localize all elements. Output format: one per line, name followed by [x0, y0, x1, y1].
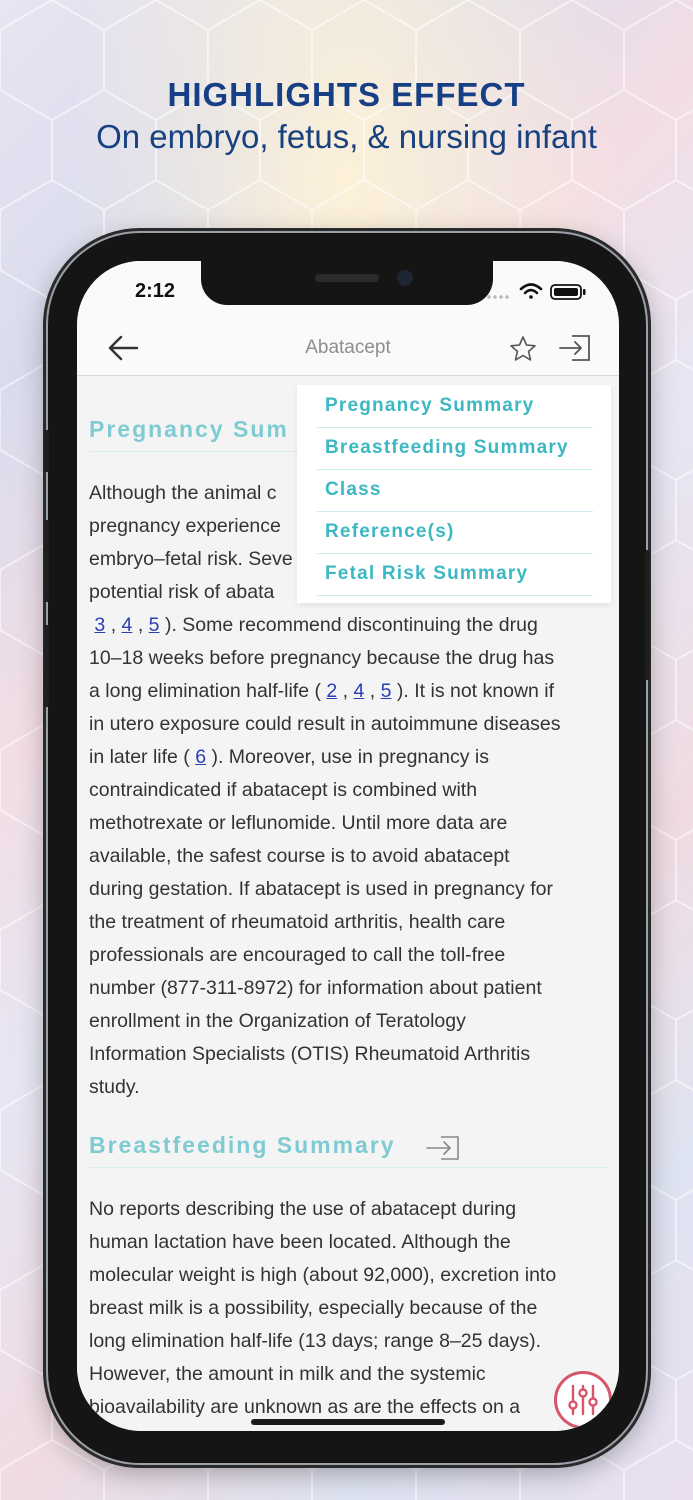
home-indicator: [251, 1419, 445, 1425]
menu-item-references[interactable]: [317, 511, 593, 554]
text-line: long elimination half-life (13 days; range 8–25 days).: [89, 1330, 542, 1352]
arrow-into-box-icon[interactable]: [425, 1134, 461, 1162]
text-line: bioavailability are unknown as are the effects on a: [89, 1396, 521, 1418]
sliders-icon: [557, 1374, 609, 1426]
text-line: available, the safest course is to avoid abatacept: [89, 845, 510, 867]
front-camera: [397, 270, 413, 286]
navigation-bar: [77, 321, 619, 376]
battery-icon: [551, 285, 586, 299]
text-line: contraindicated if abatacept is combined with: [89, 779, 478, 801]
filter-fab-button[interactable]: [554, 1371, 612, 1429]
notch: [201, 261, 493, 305]
page-title: Abatacept: [305, 337, 391, 358]
star-outline-icon[interactable]: [509, 335, 537, 362]
text-fragment: in later life (: [89, 746, 196, 768]
menu-item-class[interactable]: [317, 469, 593, 512]
menu-item-label: Pregnancy Summary: [325, 395, 535, 416]
text-fragment: ). Moreover, use in pregnancy is: [206, 746, 489, 768]
reference-link[interactable]: 4: [121, 614, 133, 636]
text-line: pregnancy experience: [89, 515, 281, 537]
text-line: molecular weight is high (about 92,000), excretion into: [89, 1264, 557, 1286]
breastfeeding-summary-heading: Breastfeeding Summary: [89, 1132, 396, 1158]
text-fragment: ). Some recommend discontinuing the drug: [159, 614, 538, 636]
wifi-icon: [521, 285, 541, 299]
text-line: a long elimination half-life ( 2 , 4 , 5 ). It is not known if: [89, 680, 555, 702]
text-line: However, the amount in milk and the systemic: [89, 1363, 486, 1385]
text-fragment: ). It is not known if: [391, 680, 555, 702]
menu-item-breastfeeding-summary[interactable]: [317, 427, 593, 470]
reference-link[interactable]: 3: [94, 614, 106, 636]
status-time: 2:12: [135, 280, 176, 302]
text-line: methotrexate or leflunomide. Until more data are: [89, 812, 508, 834]
reference-link[interactable]: 2: [326, 680, 338, 702]
status-bar: [77, 261, 619, 321]
menu-item-label: Fetal Risk Summary: [325, 563, 529, 584]
power-button: [645, 550, 650, 680]
status-icons: [487, 281, 597, 301]
reference-link[interactable]: 5: [148, 614, 160, 636]
cellular-signal-icon: [487, 295, 509, 299]
text-line: the treatment of rheumatoid arthritis, health care: [89, 911, 506, 933]
text-line: [89, 741, 611, 774]
text-line: embryo–fetal risk. Seve: [89, 548, 293, 570]
text-line: enrollment in the Organization of Teratology: [89, 1010, 466, 1032]
text-line: human lactation have been located. Although the: [89, 1231, 511, 1253]
phone-screen: [77, 261, 619, 1431]
text-line: number (877-311-8972) for information about patient: [89, 977, 542, 999]
menu-item-pregnancy-summary[interactable]: [317, 385, 593, 428]
pregnancy-summary-heading: Pregnancy Sum: [89, 416, 289, 442]
text-fragment: a long elimination half-life (: [89, 680, 327, 702]
text-line: breast milk is a possibility, especially because of the: [89, 1297, 538, 1319]
text-line: study.: [89, 1076, 140, 1098]
text-line: 10–18 weeks before pregnancy because the drug has: [89, 647, 555, 669]
speaker-grille: [315, 274, 379, 282]
headline-subtitle: On embryo, fetus, & nursing infant: [96, 118, 597, 155]
volume-down-button: [44, 625, 49, 707]
section-divider: [89, 1167, 607, 1168]
text-line: 3 , 4 , 5 ). Some recommend discontinuing the drug: [94, 614, 538, 636]
section-jump-menu: [297, 385, 611, 603]
text-line: during gestation. If abatacept is used in pregnancy for: [89, 878, 553, 900]
menu-item-label: Reference(s): [325, 521, 455, 542]
menu-item-fetal-risk-summary[interactable]: [317, 553, 593, 596]
arrow-into-box-icon[interactable]: [558, 334, 592, 362]
text-line: Information Specialists (OTIS) Rheumatoid Arthritis: [89, 1043, 531, 1065]
menu-item-label: Breastfeeding Summary: [325, 437, 569, 458]
text-line: No reports describing the use of abatacept during: [89, 1198, 517, 1220]
text-line: in utero exposure could result in autoimmune diseases: [89, 713, 561, 735]
breastfeeding-summary-text: [89, 1193, 611, 1424]
headline-title: HIGHLIGHTS EFFECT: [167, 76, 526, 113]
text-line: potential risk of abata: [89, 581, 275, 603]
text-line: professionals are encouraged to call the toll-free: [89, 944, 506, 966]
reference-link[interactable]: 5: [380, 680, 392, 702]
mute-switch: [44, 430, 49, 472]
text-line: Although the animal c: [89, 482, 277, 504]
volume-up-button: [44, 520, 49, 602]
reference-link[interactable]: 6: [195, 746, 207, 768]
menu-item-label: Class: [325, 479, 382, 500]
monograph-content: [77, 376, 619, 1431]
reference-link[interactable]: 4: [353, 680, 365, 702]
